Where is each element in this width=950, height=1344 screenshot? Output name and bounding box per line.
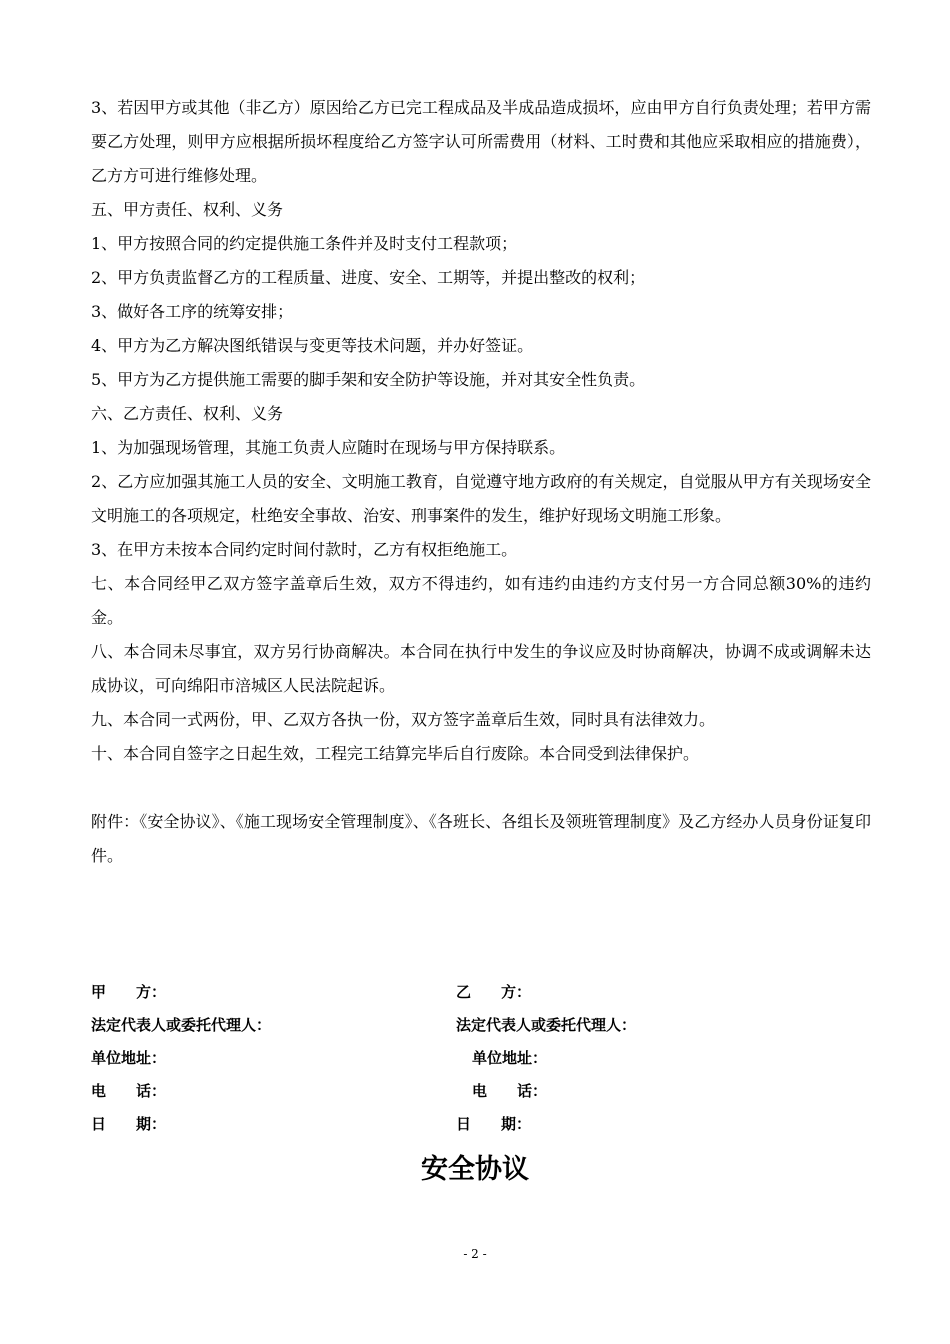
page-number: - 2 - (463, 1247, 487, 1261)
clause-5-2: 2、甲方负责监督乙方的工程质量、进度、安全、工期等，并提出整改的权利； (91, 268, 646, 287)
party-b-representative-label: 法定代表人或委托代理人： (456, 1016, 637, 1034)
clause-5-4: 4、甲方为乙方解决图纸错误与变更等技术问题，并办好签证。 (91, 336, 534, 355)
clause-6-2: 2、乙方应加强其施工人员的安全、文明施工教育，自觉遵守地方政府的有关规定，自觉服从甲方有关现场安全文明施工的各项规定，杜绝安全事故、治安、刑事案件的发生，维护好现场文明施工形象。 (91, 472, 871, 525)
attachment-note: 附件：《安全协议》、《施工现场安全管理制度》、《各班长、各组长及领班管理制度》及乙方经办人员身份证复印件。 (91, 812, 871, 865)
party-b-signature-block (456, 976, 636, 1141)
section-7: 七、本合同经甲乙双方签字盖章后生效，双方不得违约，如有违约由违约方支付另一方合同总额30%的违约金。 (91, 574, 871, 627)
party-b-name-label: 乙 方： (456, 983, 532, 1001)
party-b-phone-label: 电 话： (472, 1082, 548, 1100)
section-8: 八、本合同未尽事宜，双方另行协商解决。本合同在执行中发生的争议应及时协商解决，协调不成或调解未达成协议，可向绵阳市涪城区人民法院起诉。 (91, 642, 871, 695)
party-a-address-label: 单位地址： (91, 1049, 167, 1067)
party-b-address-label: 单位地址： (472, 1049, 548, 1067)
section-9: 九、本合同一式两份，甲、乙双方各执一份，双方签字盖章后生效，同时具有法律效力。 (91, 710, 716, 729)
party-a-signature-block (91, 976, 271, 1141)
party-a-date-label: 日 期： (91, 1115, 167, 1133)
clause-5-3: 3、做好各工序的统筹安排； (91, 302, 294, 321)
clause-5-5: 5、甲方为乙方提供施工需要的脚手架和安全防护等设施，并对其安全性负责。 (91, 370, 646, 389)
clause-6-1: 1、为加强现场管理，其施工负责人应随时在现场与甲方保持联系。 (91, 438, 566, 457)
party-a-name-label: 甲 方： (91, 983, 167, 1001)
clause-6-3: 3、在甲方未按本合同约定时间付款时，乙方有权拒绝施工。 (91, 540, 518, 559)
party-a-phone-label: 电 话： (91, 1082, 167, 1100)
section-10: 十、本合同自签字之日起生效，工程完工结算完毕后自行废除。本合同受到法律保护。 (91, 744, 700, 763)
section-5-heading: 五、甲方责任、权利、义务 (91, 200, 284, 219)
party-a-representative-label: 法定代表人或委托代理人： (91, 1016, 272, 1034)
clause-5-1: 1、甲方按照合同的约定提供施工条件并及时支付工程款项； (91, 234, 518, 253)
contract-body (91, 91, 871, 873)
blank-line (91, 771, 871, 805)
party-b-date-label: 日 期： (456, 1115, 532, 1133)
safety-agreement-title: 安全协议 (421, 1154, 529, 1185)
clause-4-3: 3、若因甲方或其他（非乙方）原因给乙方已完工程成品及半成品造成损坏，应由甲方自行负责处理；若甲方需要乙方处理，则甲方应根据所损坏程度给乙方签字认可所需费用（材料、工时费和其他应采取相应的措施费），乙方方可进行维修处理。 (91, 98, 871, 185)
section-6-heading: 六、乙方责任、权利、义务 (91, 404, 284, 423)
